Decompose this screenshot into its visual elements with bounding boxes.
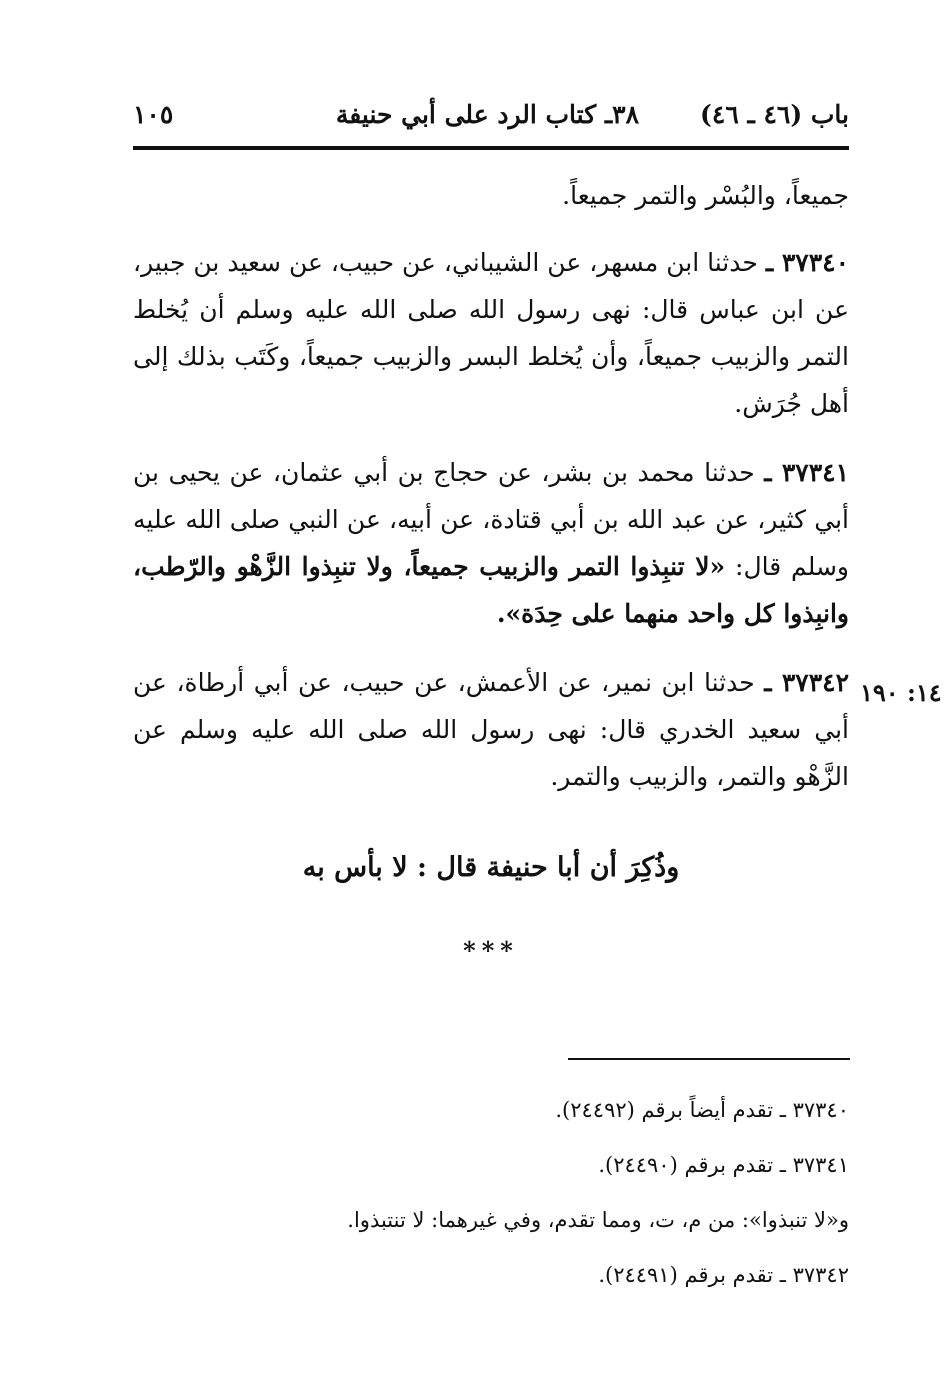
footnote-divider xyxy=(568,1058,850,1060)
header-book-title: ٣٨ـ كتاب الرد على أبي حنيفة xyxy=(335,100,639,129)
hadith-number: ٣٧٣٤٢ ـ xyxy=(764,668,850,697)
intro-paragraph: جميعاً، والبُسْر والتمر جميعاً. xyxy=(562,181,849,210)
hadith-number: ٣٧٣٤١ ـ xyxy=(764,458,849,487)
running-header xyxy=(133,98,849,138)
page-number: ١٠٥ xyxy=(133,100,174,129)
hadith-37340 xyxy=(133,239,849,427)
closing-statement: وذُكِرَ أن أبا حنيفة قال : لا بأس به xyxy=(302,852,680,883)
footnote: ٣٧٣٤٠ ـ تقدم أيضاً برقم (٢٤٤٩٢). xyxy=(555,1098,849,1122)
margin-reference: ١٤: ١٩٠ xyxy=(860,678,942,707)
header-divider xyxy=(133,146,849,150)
section-separator: *** xyxy=(463,936,519,965)
hadith-quote: «لا تنبِذوا التمر والزبيب جميعاً، ولا تنبِذوا الزَّهْو والرّطب، وانبِذوا كل واحد منهما على حِدَة». xyxy=(133,552,849,628)
hadith-number: ٣٧٣٤٠ ـ xyxy=(765,248,849,277)
header-chapter: باب (٤٦ ـ ٤٦) xyxy=(700,100,849,129)
footnote: و«لا تنبذوا»: من م، ت، ومما تقدم، وفي غيرهما: لا تنتبذوا. xyxy=(347,1208,849,1232)
footnote: ٣٧٣٤١ ـ تقدم برقم (٢٤٤٩٠). xyxy=(598,1153,849,1177)
hadith-text: حدثنا محمد بن بشر، عن حجاج بن أبي عثمان، عن يحيى بن أبي كثير، عن عبد الله بن أبي قتادة، عن أبيه، عن النبي صلى الله عليه وسلم قال: xyxy=(133,458,849,581)
hadith-37342 xyxy=(133,659,849,800)
footnotes xyxy=(133,1083,849,1303)
hadith-text: حدثنا ابن نمير، عن الأعمش، عن حبيب، عن أبي أرطاة، عن أبي سعيد الخدري قال: نهى رسول الله صلى الله عليه وسلم عن الزَّهْو والتمر، والزبيب والتمر. xyxy=(133,668,849,791)
hadith-37341 xyxy=(133,449,849,637)
footnote: ٣٧٣٤٢ ـ تقدم برقم (٢٤٤٩١). xyxy=(598,1263,849,1287)
main-text xyxy=(133,172,849,822)
hadith-text: حدثنا ابن مسهر، عن الشيباني، عن حبيب، عن سعيد بن جبير، عن ابن عباس قال: نهى رسول الله صلى الله عليه وسلم أن يُخلط التمر والزبيب جميعاً، وأن يُخلط البسر والزبيب جميعاً، وكَتَب بذلك إلى أهل جُرَش. xyxy=(133,248,849,418)
